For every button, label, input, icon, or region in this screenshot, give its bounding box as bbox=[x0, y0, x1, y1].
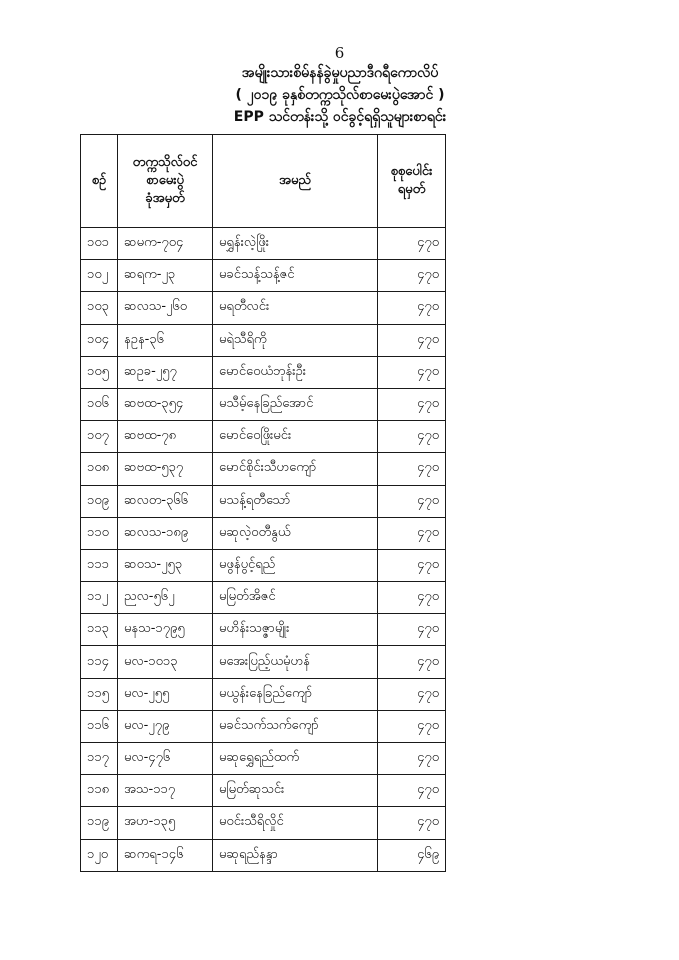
row-number-cell: ၁၀၂ bbox=[81, 260, 118, 292]
total-marks-cell: ၄၇၀ bbox=[378, 678, 446, 710]
row-number-cell: ၁၁၇ bbox=[81, 743, 118, 775]
student-name-cell: မဟိန်းသဇ္ဇာမျိုး bbox=[213, 614, 378, 646]
table-row bbox=[81, 775, 446, 807]
row-number-cell: ၁၁၃ bbox=[81, 614, 118, 646]
exam-code-cell: အဟ-၁၃၅ bbox=[118, 807, 213, 839]
table-row bbox=[81, 324, 446, 356]
row-number-cell: ၁၀၉ bbox=[81, 485, 118, 517]
student-name-cell: မဖွန်ပွင့်ရည် bbox=[213, 549, 378, 581]
table-row bbox=[81, 260, 446, 292]
exam-code-cell: မလ-၂၇၉ bbox=[118, 710, 213, 742]
table-row bbox=[81, 388, 446, 420]
column-header-exam-code bbox=[118, 135, 213, 228]
row-number-cell: ၁၀၆ bbox=[81, 388, 118, 420]
student-name-cell: မဆုရွှေရည်ထက် bbox=[213, 743, 378, 775]
row-number-cell: ၁၂၀ bbox=[81, 839, 118, 871]
row-number-cell: ၁၀၅ bbox=[81, 356, 118, 388]
exam-code-cell: ဆကရ-၁၄၆ bbox=[118, 839, 213, 871]
exam-code-cell: မနသ-၁၇၉၅ bbox=[118, 614, 213, 646]
table-row bbox=[81, 485, 446, 517]
total-marks-cell: ၄၇၀ bbox=[378, 453, 446, 485]
total-marks-cell: ၄၇၀ bbox=[378, 388, 446, 420]
header-list-title-line: EPP သင်တန်းသို့ ဝင်ခွင့်ရရှိသူများစာရင်း bbox=[233, 109, 447, 125]
exam-code-cell: မလ-၂၅၅ bbox=[118, 678, 213, 710]
table-row bbox=[81, 678, 446, 710]
student-name-cell: မဆုရည်နန္ဒာ bbox=[213, 839, 378, 871]
total-marks-cell: ၄၇၀ bbox=[378, 549, 446, 581]
student-name-cell: မအေးပြည့်ယမုံဟန် bbox=[213, 646, 378, 678]
table-body bbox=[81, 228, 446, 872]
student-name-cell: မရွှန်းလဲ့ဖြိုး bbox=[213, 228, 378, 260]
column-header-no: စဉ် bbox=[81, 135, 118, 228]
table-row bbox=[81, 839, 446, 871]
exam-code-cell: ဆလသ-၁၈၉ bbox=[118, 517, 213, 549]
row-number-cell: ၁၀၈ bbox=[81, 453, 118, 485]
table-row bbox=[81, 807, 446, 839]
student-name-cell: မောင်ဝေဖြိုးမင်း bbox=[213, 421, 378, 453]
student-name-cell: မရဲသီရိကို bbox=[213, 324, 378, 356]
total-marks-cell: ၄၆၉ bbox=[378, 839, 446, 871]
total-marks-cell: ၄၇၀ bbox=[378, 292, 446, 324]
column-header-total-marks bbox=[378, 135, 446, 228]
student-name-cell: မယွန်းနေခြည်ကျော် bbox=[213, 678, 378, 710]
exam-code-cell: နဥန-၃၆ bbox=[118, 324, 213, 356]
exam-code-cell: ဆဝသ-၂၅၃ bbox=[118, 549, 213, 581]
row-number-cell: ၁၁၈ bbox=[81, 775, 118, 807]
table-row bbox=[81, 614, 446, 646]
table-row bbox=[81, 646, 446, 678]
document-header bbox=[60, 62, 620, 128]
exam-code-cell: ဆဥခ-၂၅၇ bbox=[118, 356, 213, 388]
exam-code-cell: ဆလတ-၃၆၆ bbox=[118, 485, 213, 517]
table-row bbox=[81, 421, 446, 453]
column-header-total-marks-line1: စုစုပေါင်း bbox=[390, 164, 433, 179]
total-marks-cell: ၄၇၀ bbox=[378, 260, 446, 292]
table-row bbox=[81, 292, 446, 324]
exam-code-cell: ဆလသ-၂၆၀ bbox=[118, 292, 213, 324]
exam-code-cell: ဆရက-၂၃ bbox=[118, 260, 213, 292]
row-number-cell: ၁၁၀ bbox=[81, 517, 118, 549]
row-number-cell: ၁၁၉ bbox=[81, 807, 118, 839]
total-marks-cell: ၄၇၀ bbox=[378, 775, 446, 807]
total-marks-cell: ၄၇၀ bbox=[378, 646, 446, 678]
student-name-cell: မဆုလဲ့ဝတီနွယ် bbox=[213, 517, 378, 549]
exam-code-cell: အသ-၁၁၇ bbox=[118, 775, 213, 807]
total-marks-cell: ၄၇၀ bbox=[378, 582, 446, 614]
row-number-cell: ၁၁၆ bbox=[81, 710, 118, 742]
exam-code-cell: ဆဗထ-၃၅၄ bbox=[118, 388, 213, 420]
column-header-exam-code-line2: စာမေးပွဲ bbox=[146, 173, 184, 188]
row-number-cell: ၁၀၃ bbox=[81, 292, 118, 324]
student-name-cell: မခင်သန့်သန့်ဇင် bbox=[213, 260, 378, 292]
row-number-cell: ၁၁၅ bbox=[81, 678, 118, 710]
page-number: 6 bbox=[334, 44, 345, 62]
student-name-cell: မသန့်ရတီသော် bbox=[213, 485, 378, 517]
table-row bbox=[81, 743, 446, 775]
table-row bbox=[81, 517, 446, 549]
total-marks-cell: ၄၇၀ bbox=[378, 807, 446, 839]
student-name-cell: မရတီလင်း bbox=[213, 292, 378, 324]
table-row bbox=[81, 582, 446, 614]
column-header-exam-code-line1: တက္ကသိုလ်ဝင် bbox=[132, 155, 198, 170]
total-marks-cell: ၄၇၀ bbox=[378, 421, 446, 453]
admission-table bbox=[80, 134, 446, 872]
column-header-name: အမည် bbox=[213, 135, 378, 228]
student-name-cell: မဝင်းသီရိလှိုင် bbox=[213, 807, 378, 839]
exam-code-cell: ညလ-၅၆၂ bbox=[118, 582, 213, 614]
exam-code-cell: ဆဗထ-၅၃၇ bbox=[118, 453, 213, 485]
student-name-cell: မခင်သက်သက်ကျော် bbox=[213, 710, 378, 742]
table-row bbox=[81, 710, 446, 742]
column-header-total-marks-line2: ရမှတ် bbox=[397, 182, 426, 197]
exam-code-cell: မလ-၁၀၁၃ bbox=[118, 646, 213, 678]
exam-code-cell: ဆမက-၇၀၄ bbox=[118, 228, 213, 260]
row-number-cell: ၁၁၄ bbox=[81, 646, 118, 678]
total-marks-cell: ၄၇၀ bbox=[378, 743, 446, 775]
total-marks-cell: ၄၇၀ bbox=[378, 485, 446, 517]
row-number-cell: ၁၀၄ bbox=[81, 324, 118, 356]
header-subtitle-line: ( ၂၀၁၉ ခုနှစ်တက္ကသိုလ်စာမေးပွဲအောင် ) bbox=[235, 87, 445, 103]
exam-code-cell: ဆဗထ-၇၈ bbox=[118, 421, 213, 453]
row-number-cell: ၁၁၂ bbox=[81, 582, 118, 614]
student-name-cell: မောင်စိုင်းသီဟကျော် bbox=[213, 453, 378, 485]
column-header-exam-code-line3: ခုံအမှတ် bbox=[145, 191, 185, 206]
total-marks-cell: ၄၇၀ bbox=[378, 710, 446, 742]
row-number-cell: ၁၀၁ bbox=[81, 228, 118, 260]
total-marks-cell: ၄၇၀ bbox=[378, 324, 446, 356]
student-name-cell: မမြတ်ဆုသင်း bbox=[213, 775, 378, 807]
row-number-cell: ၁၁၁ bbox=[81, 549, 118, 581]
total-marks-cell: ၄၇၀ bbox=[378, 517, 446, 549]
table-row bbox=[81, 453, 446, 485]
student-name-cell: မသီမ့်နေခြည်အောင် bbox=[213, 388, 378, 420]
table-header-row bbox=[81, 135, 446, 228]
total-marks-cell: ၄၇၀ bbox=[378, 228, 446, 260]
table-row bbox=[81, 549, 446, 581]
student-name-cell: မောင်ဝေယံဘုန်းဦး bbox=[213, 356, 378, 388]
header-title-line: အမျိုးသားစိမ်နန်ခွဲမှုပညာဒီဂရီကောလိပ် bbox=[241, 65, 439, 81]
table-row bbox=[81, 228, 446, 260]
exam-code-cell: မလ-၄၇၆ bbox=[118, 743, 213, 775]
table-row bbox=[81, 356, 446, 388]
row-number-cell: ၁၀၇ bbox=[81, 421, 118, 453]
student-name-cell: မမြတ်အိဇင် bbox=[213, 582, 378, 614]
total-marks-cell: ၄၇၀ bbox=[378, 614, 446, 646]
total-marks-cell: ၄၇၀ bbox=[378, 356, 446, 388]
